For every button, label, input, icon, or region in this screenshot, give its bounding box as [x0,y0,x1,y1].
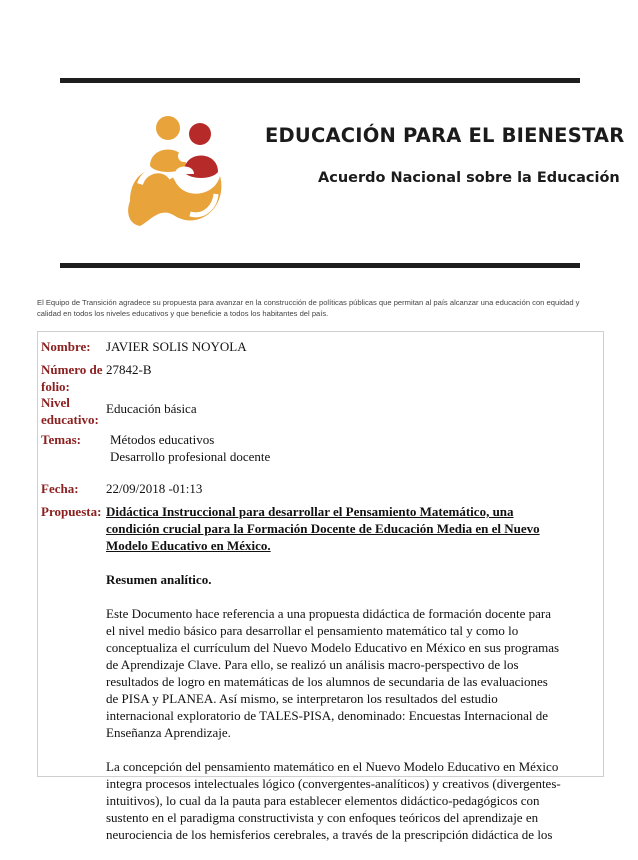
banner-title: EDUCACIÓN PARA EL BIENESTAR [265,124,625,147]
nombre-value: JAVIER SOLIS NOYOLA [106,339,247,354]
propuesta-label: Propuesta: [41,504,102,519]
propuesta-title: Didáctica Instruccional para desarrollar el Pensamiento Matemático, una condición crucial para la Formación Docente de Educación Media en el Nuevo Modelo Educativo en México. [106,504,540,553]
intro-text: El Equipo de Transición agradece su propuesta para avanzar en la construcción de políticas públicas que permitan al país alcanzar una educación con equidad y calidad en todos los niveles educativos y que beneficie a todos los habitantes del país. [37,298,580,318]
propuesta-body [106,503,562,860]
fecha-value: 22/09/2018 -01:13 [106,481,203,496]
resumen-heading: Resumen analítico. [106,572,212,587]
bottom-rule [60,263,580,268]
resumen-paragraph-2: La concepción del pensamiento matemático en el Nuevo Modelo Educativo en México integra procesos intelectuales lógico (convergentes-analíticos) y creativos (divergentes-intuitivos), lo cual da la pauta para establecer elementos didáctico-pedagógicos con sustento en el paradigma constructivista y con enfoques teóricos del aprendizaje en neurociencia de los hemisferios cerebrales, a través de la prescripción didáctica de los [106,759,561,842]
tema-item: Desarrollo profesional docente [110,449,271,464]
temas-value [110,431,566,465]
nivel-value: Educación básica [106,401,197,416]
temas-label: Temas: [41,432,81,447]
top-rule [60,78,580,83]
banner-subtitle: Acuerdo Nacional sobre la Educación [318,170,620,186]
education-logo-icon [120,106,230,238]
fecha-label: Fecha: [41,481,79,496]
tema-item: Métodos educativos [110,432,215,447]
resumen-paragraph-1: Este Documento hace referencia a una propuesta didáctica de formación docente para el nivel medio básico para desarrollar el pensamiento matemático tal y como lo conceptualiza el currículum del Nuevo Modelo Educativo en México en sus programas de Aprendizaje Clave. Para ello, se realizó un análisis macro-perspectivo de los resultados de logro en matemáticas de los alumnos de secundaria de las evaluaciones de PISA y PLANEA. Así mismo, se interpretaron los resultados del estudio internacional exploratorio de TALES-PISA, denominado: Encuestas Internacional de Enseñanza Aprendizaje. [106,606,560,740]
nivel-label: Nivel educativo: [41,395,99,427]
header-banner [60,78,625,278]
proposal-card [37,331,604,842]
folio-value: 27842-B [106,362,152,377]
folio-label: Número de folio: [41,362,103,394]
nombre-label: Nombre: [41,339,91,354]
